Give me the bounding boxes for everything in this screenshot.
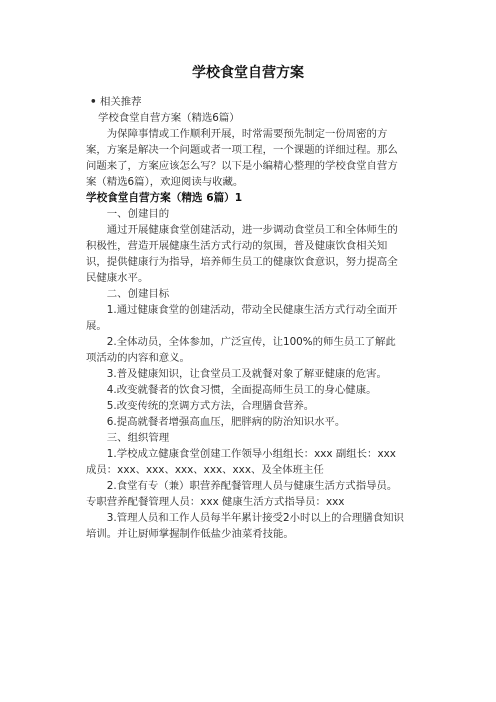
heading-goals: 二、创建目标	[106, 288, 170, 300]
related-line	[86, 94, 404, 110]
intro-paragraph: 为保障事情或工作顺利开展，时常需要预先制定一份周密的方案，方案是解决一个问题或者一项工程，一个课题的详细过程。那么问题来了，方案应该怎么写？以下是小编精心整理的学校食堂自营方案（精选6篇），欢迎阅读与收藏。	[86, 128, 398, 188]
goal-item-1: 1.通过健康食堂的创建活动，带动全民健康生活方式行动全面开展。	[86, 304, 398, 332]
goal-item-6: 6.提高就餐者增强高血压，肥胖病的防治知识水平。	[106, 416, 346, 428]
heading-purpose: 一、创建目的	[106, 208, 170, 220]
goal-item-3: 3.普及健康知识，让食堂员工及就餐对象了解亚健康的危害。	[106, 368, 387, 380]
document-title: 学校食堂自营方案	[192, 65, 304, 81]
related-label[interactable]: 相关推荐	[100, 96, 142, 108]
management-item-3: 3.管理人员和工作人员每半年累计接受2小时以上的合理膳食知识培训。并让厨师掌握制作低盐少油菜肴技能。	[86, 512, 404, 540]
subtitle-line: 学校食堂自营方案（精选6篇）	[98, 112, 240, 124]
goal-item-4: 4.改变就餐者的饮食习惯，全面提高师生员工的身心健康。	[106, 384, 377, 396]
bullet-icon: •	[90, 96, 97, 108]
section-heading: 学校食堂自营方案（精选 6篇）1	[86, 192, 243, 204]
heading-management: 三、组织管理	[106, 432, 170, 444]
document-body	[86, 94, 404, 542]
goal-item-5: 5.改变传统的烹调方式方法，合理膳食营养。	[106, 400, 315, 412]
management-item-2: 2.食堂有专（兼）职营养配餐管理人员与健康生活方式指导员。专职营养配餐管理人员：xxx 健康生活方式指导员：xxx	[86, 480, 398, 508]
paragraph-purpose: 通过开展健康食堂创建活动，进一步调动食堂员工和全体师生的积极性，营造开展健康生活方式行动的氛围，普及健康饮食相关知识，提供健康行为指导，培养师生员工的健康饮食意识，努力提高全民健康水平。	[86, 224, 398, 284]
management-item-1: 1.学校成立健康食堂创建工作领导小组组长：xxx 副组长：xxx 成员：xxx、xxx、xxx、xxx、xxx、及全体班主任	[86, 448, 396, 476]
goal-item-2: 2.全体动员，全体参加，广泛宣传，让100%的师生员工了解此项活动的内容和意义。	[86, 336, 396, 364]
